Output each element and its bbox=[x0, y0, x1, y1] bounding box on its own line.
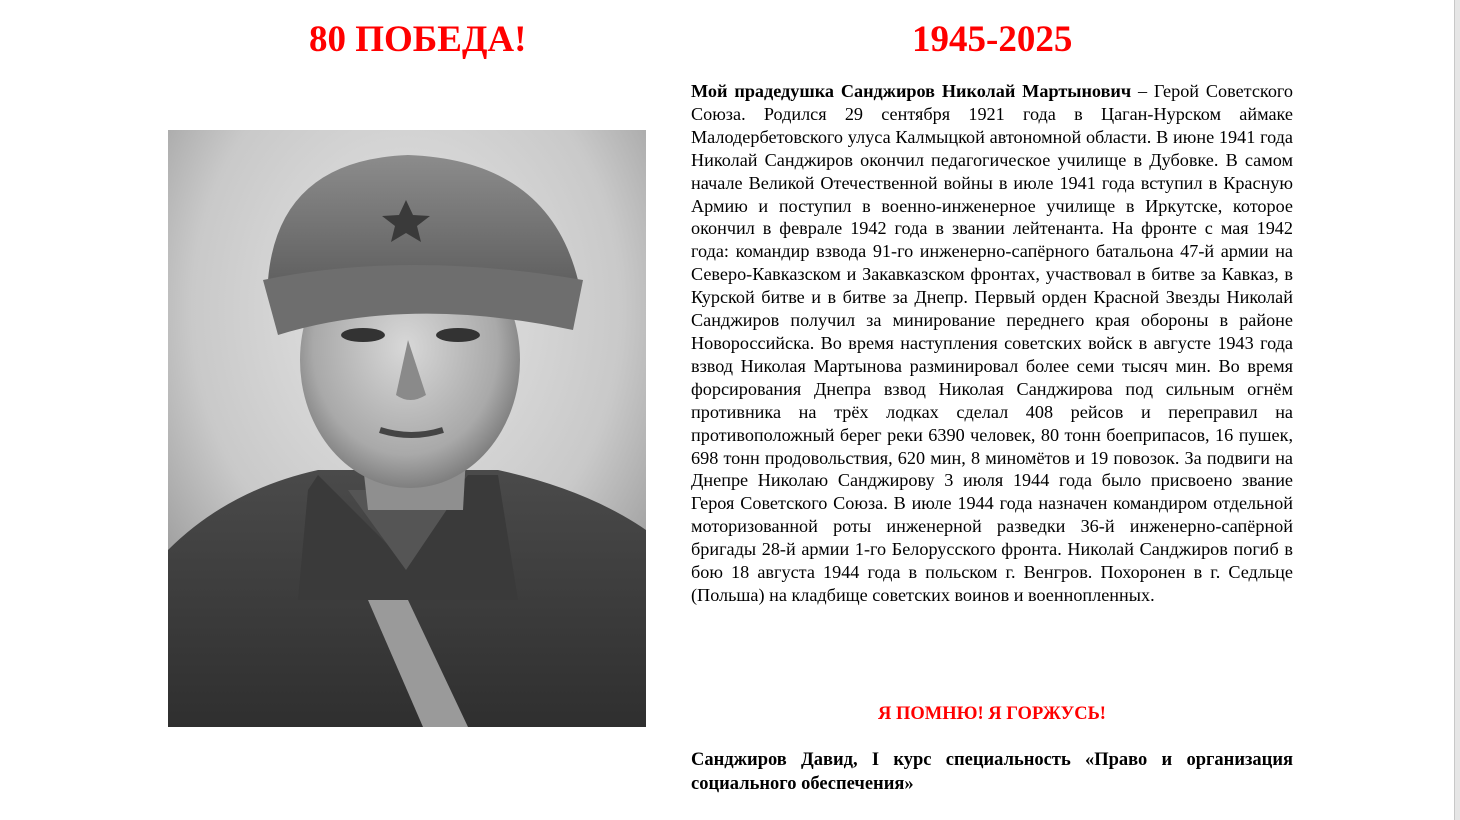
portrait-photo-icon bbox=[168, 130, 646, 727]
biography-body: – Герой Советского Союза. Родился 29 сентября 1921 года в Цаган-Нурском аймаке Малодербетовского улуса Калмыцкой автономной области. В июне 1941 года Николай Санджиров окончил педагогическое училище в Дубовке. В самом начале Великой Отечественной войны в июле 1941 года вступил в Красную Армию и поступил в военно-инженерное училище в Иркутске, которое окончил в феврале 1942 года в звании лейтенанта. На фронте с мая 1942 года: командир взвода 91-го инженерно-сапёрного батальона 47-й армии на Северо-Кавказском и Закавказском фронтах, участвовал в битве за Кавказ, в Курской битве и в битве за Днепр. Первый орден Красной Звезды Николай Санджиров получил за минирование переднего края обороны в районе Новороссийска. Во время наступления советских войск в августе 1943 года взвод Николая Мартынова разминировал более семи тысяч мин. Во время форсирования Днепра взвод Николая Санджирова под сильным огнём противника на трёх лодках сделал 408 рейсов и переправил на противоположный берег реки 6390 человек, 80 тонн боеприпасов, 16 пушек, 698 тонн продовольствия, 620 мин, 8 миномётов и 19 повозок. За подвиги на Днепре Николаю Санджирову 3 июля 1944 года было присвоено звание Героя Советского Союза. В июле 1944 года назначен командиром отдельной моторизованной роты инженерной разведки 36-й инженерно-сапёрной бригады 28-й армии 1-го Белорусского фронта. Николай Санджиров погиб в бою 18 августа 1944 года в польском г. Венгров. Похоронен в г. Седльце (Польша) на кладбище советских воинов и военнопленных. bbox=[691, 81, 1294, 605]
slogan: Я ПОМНЮ! Я ГОРЖУСЬ! bbox=[878, 704, 1106, 724]
title-years: 1945-2025 bbox=[912, 19, 1073, 60]
window-edge bbox=[1455, 0, 1460, 820]
author-signature: Санджиров Давид, I курс специальность «Право и организация социального обеспечения» bbox=[691, 750, 1293, 794]
biography-name: Мой прадедушка Санджиров Николай Мартынович bbox=[691, 81, 1132, 101]
biography-text bbox=[691, 80, 1293, 607]
title-victory: 80 ПОБЕДА! bbox=[309, 19, 527, 60]
portrait-photo bbox=[168, 130, 646, 727]
